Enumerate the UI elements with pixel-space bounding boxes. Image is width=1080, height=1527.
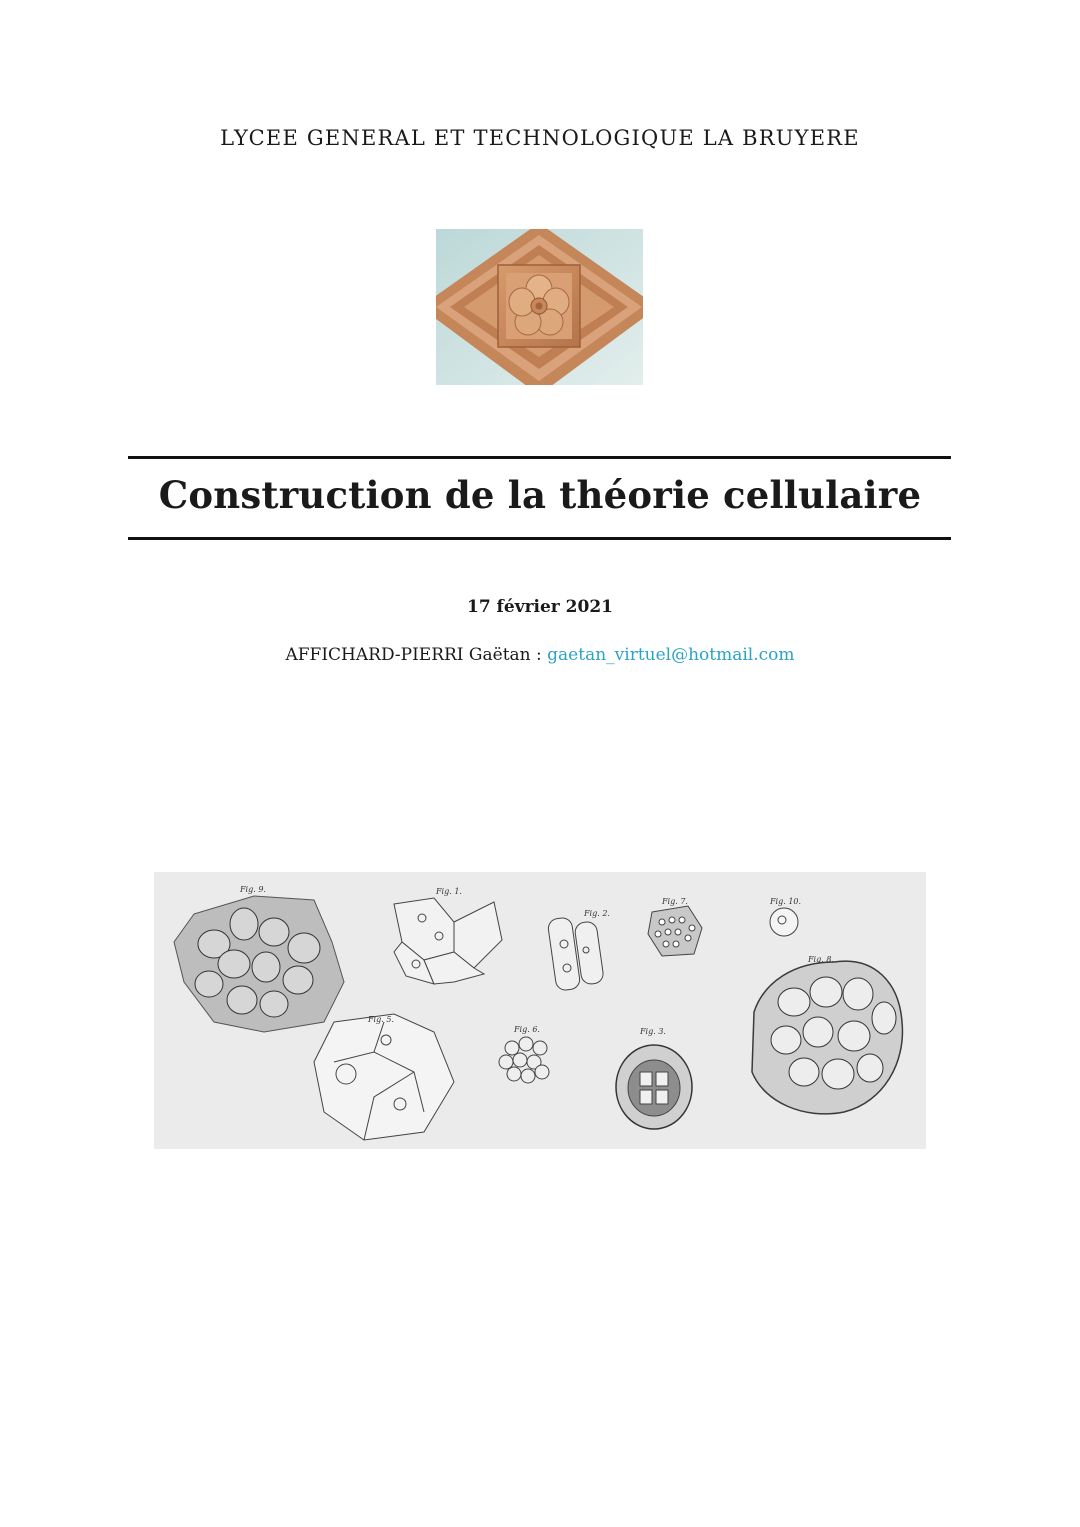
document-date: 17 février 2021 (466, 597, 613, 617)
fig-label: Fig. 5. (368, 1015, 394, 1024)
fig-label: Fig. 8. (808, 955, 834, 964)
school-logo-image (436, 229, 643, 385)
author-separator: : (530, 645, 548, 665)
title-rule-top (128, 456, 951, 459)
title-rule-bottom (128, 537, 951, 540)
cell-drawings-plate (154, 872, 926, 1149)
author-name: AFFICHARD-PIERRI Gaëtan (285, 645, 531, 665)
fig-label: Fig. 2. (584, 909, 610, 918)
author-line (0, 645, 1080, 665)
fig-label: Fig. 9. (240, 885, 266, 894)
fig-label: Fig. 7. (662, 897, 688, 906)
fig-label: Fig. 6. (514, 1025, 540, 1034)
author-email-link[interactable]: gaetan_virtuel@hotmail.com (547, 645, 795, 665)
fig-label: Fig. 3. (640, 1027, 666, 1036)
fig-label: Fig. 1. (436, 887, 462, 896)
fig-label: Fig. 10. (770, 897, 802, 906)
document-title: Construction de la théorie cellulaire (158, 473, 922, 517)
school-name: LYCEE GENERAL ET TECHNOLOGIQUE LA BRUYERE (220, 126, 860, 150)
